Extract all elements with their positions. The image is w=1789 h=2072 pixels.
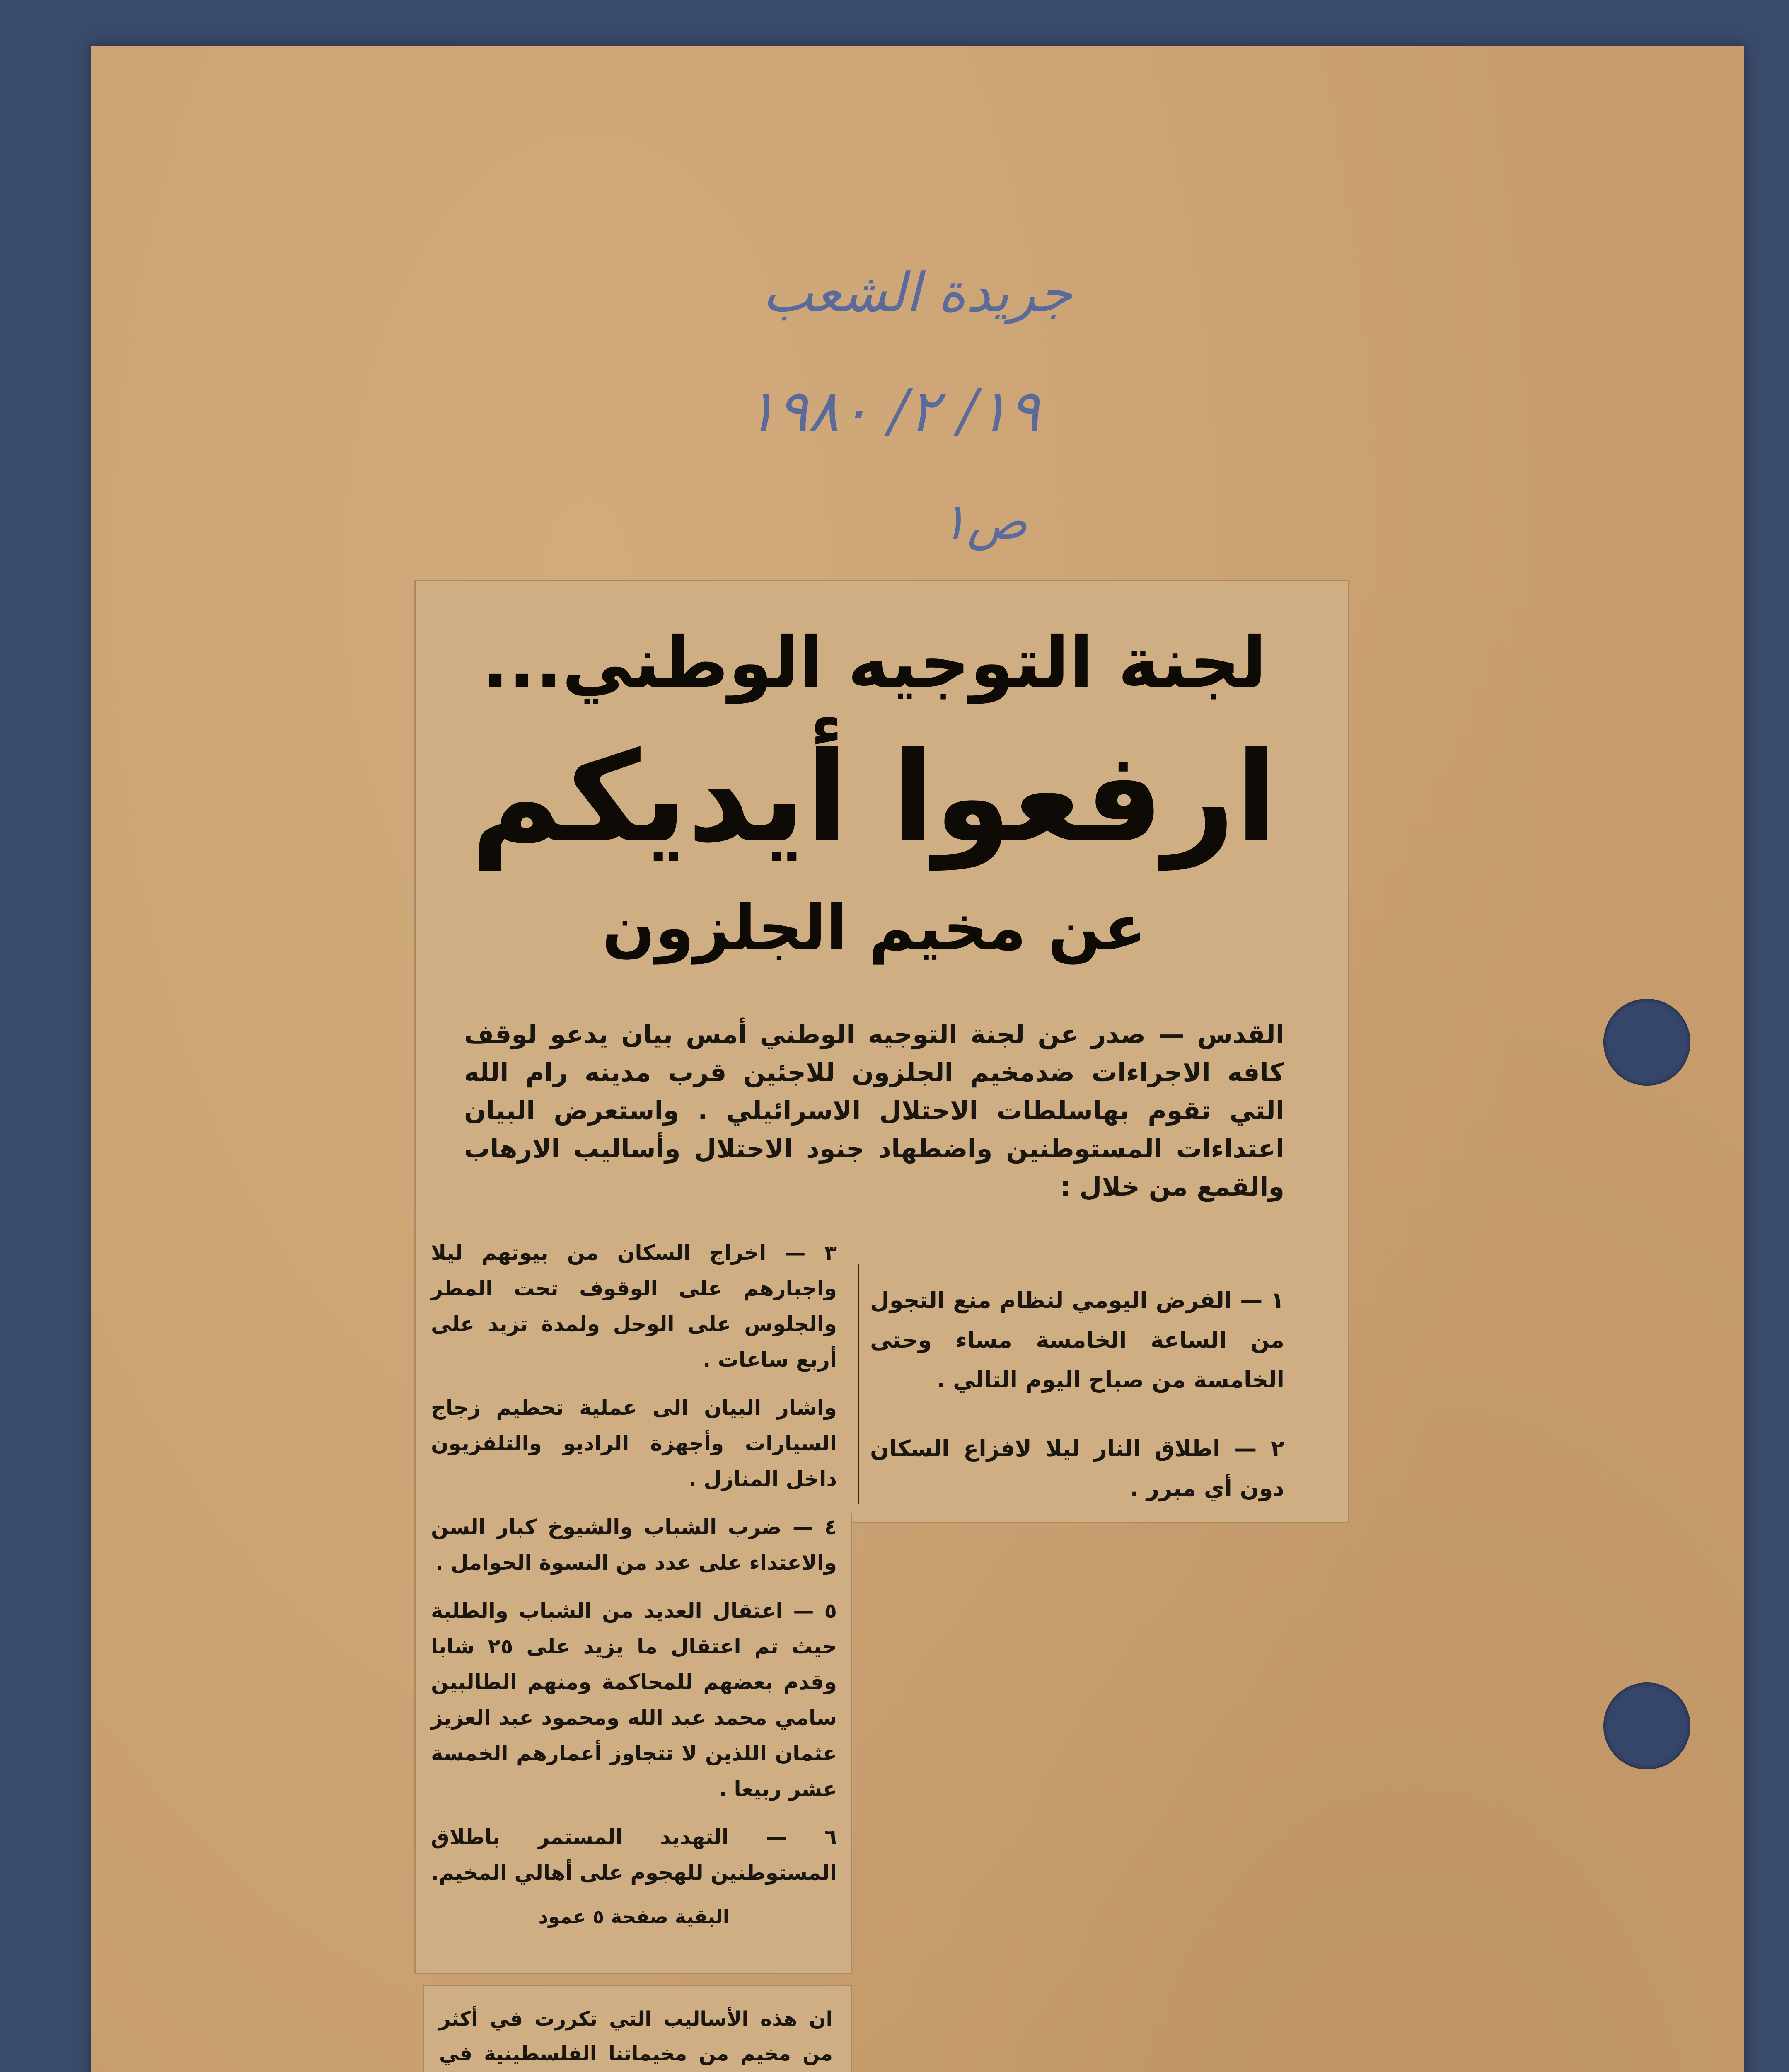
left-item: ٣ — اخراج السكان من بيوتهم ليلا واجبارهم على الوقوف تحت المطر والجلوس على الوحل ولمدة تزيد على أربع ساعات . xyxy=(431,1241,837,1372)
right-column xyxy=(870,1280,1284,1508)
right-item: ١ — الفرض اليومي لنظام منع التجول من الساعة الخامسة مساء وحتى الخامسة من صباح اليوم التالي . xyxy=(870,1287,1284,1393)
left-item: ٤ — ضرب الشباب والشيوخ كبار السن والاعتداء على عدد من النسوة الحوامل . xyxy=(431,1515,837,1575)
article-headline: ارفعوا أيديكم xyxy=(471,725,1278,870)
left-item: ٦ — التهديد المستمر باطلاق المستوطنين للهجوم على أهالي المخيم. xyxy=(430,1825,837,1885)
article-subhead: عن مخيم الجلزون xyxy=(602,892,1146,964)
left-item: ٥ — اعتقال العديد من الشباب والطلبة حيث تم اعتقال ما يزيد على ٢٥ شابا وقدم بعضهم للمحاكمة ومنهم الطالبين سامي محمد عبد الله ومحمود عبد العزيز عثمان اللذين لا تتجاوز أعمارهم الخمسة عشر ربيعا . xyxy=(431,1599,837,1801)
continuation-column xyxy=(439,2002,833,2072)
article-kicker: لجنة التوجيه الوطني... xyxy=(481,622,1267,704)
handwritten-page: ص١ xyxy=(940,493,1027,551)
continuation-para: ان هذه الأساليب التي تكررت في أكثر من مخيم من مخيماتنا الفلسطينية في xyxy=(439,2007,833,2065)
left-column xyxy=(431,1235,837,1934)
handwritten-date: ١٩/ ٢/ ١٩٨٠ xyxy=(746,377,1040,445)
left-item: واشار البيان الى عملية تحطيم زجاج السيارات وأجهزة الراديو والتلفزيون داخل المنازل . xyxy=(431,1396,837,1491)
column-rule xyxy=(858,1264,859,1504)
right-item: ٢ — اطلاق النار ليلا لافزاع السكان دون أي مبرر . xyxy=(870,1435,1284,1501)
binder-hole-top xyxy=(1603,999,1690,1086)
continued-note: البقية صفحة ٥ عمود xyxy=(538,1905,730,1928)
handwritten-source: جريدة الشعب xyxy=(762,261,1073,324)
binder-hole-bottom xyxy=(1603,1682,1690,1769)
article-lead: القدس — صدر عن لجنة التوجيه الوطني أمس بيان يدعو لوقف كافه الاجراءات ضدمخيم الجلزون للاجئين قرب مدينه رام الله التي تقوم بهاسلطات الاحتلال الاسرائيلي . واستعرض البيان اعتداءات المستوطنين واضطهاد جنود الاحتلال وأساليب الارهاب والقمع من خلال : xyxy=(464,1019,1284,1202)
archive-sheet xyxy=(91,46,1744,2072)
